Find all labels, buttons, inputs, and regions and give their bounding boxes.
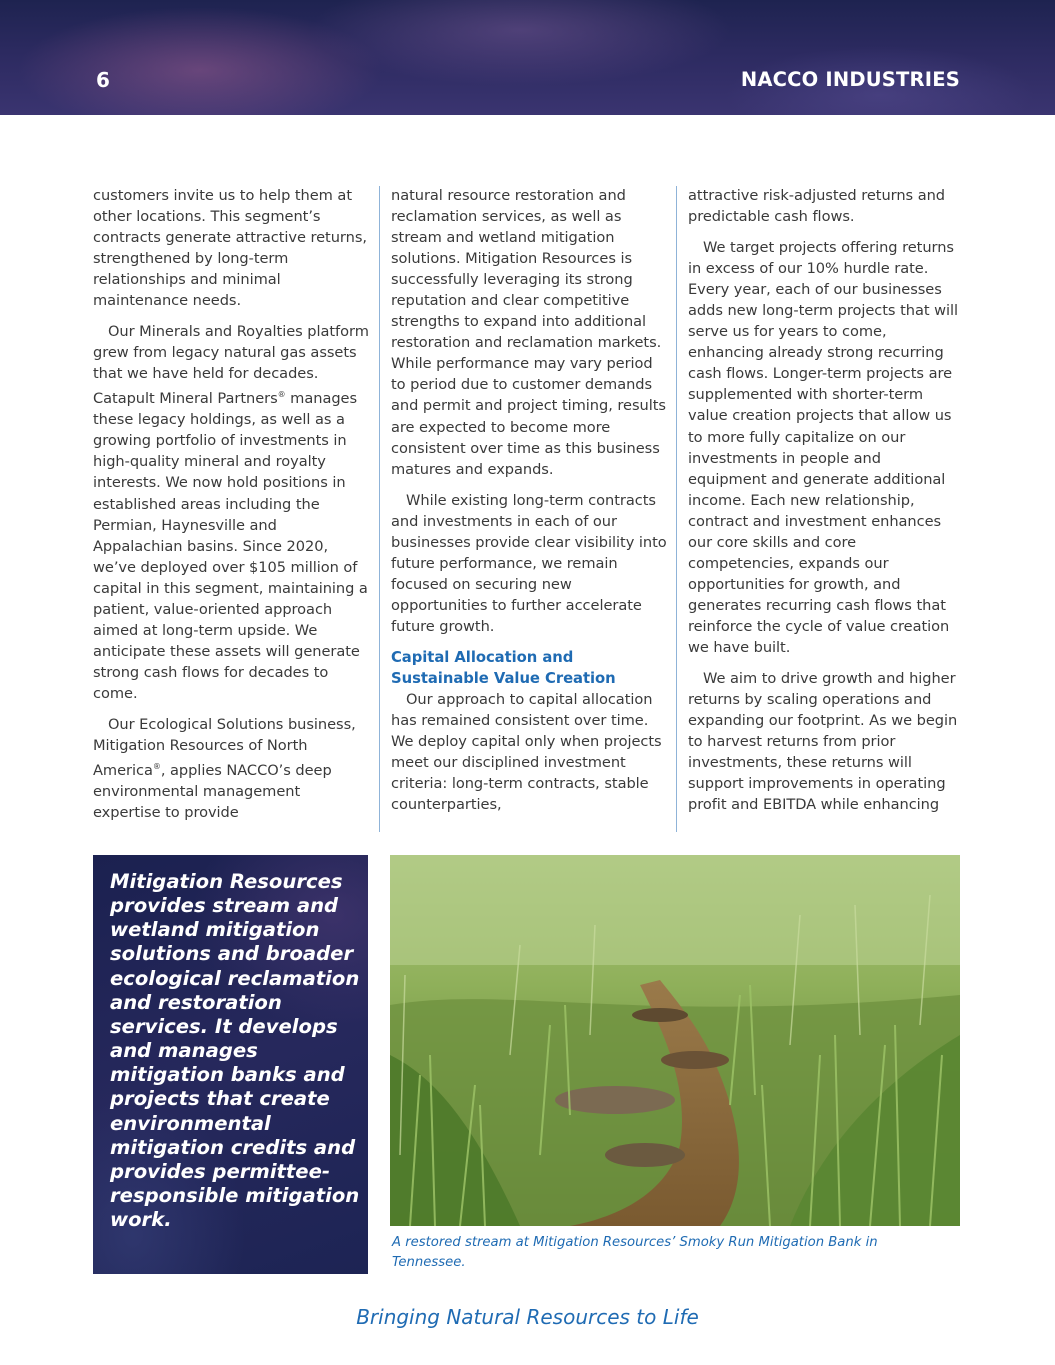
registered-mark: ® bbox=[277, 390, 286, 400]
registered-mark: ® bbox=[152, 762, 161, 772]
paragraph-text: manages these legacy holdings, as well as a growing portfolio of investments in high-quality mineral and royalty interests. We now hold positions in established areas including the Permian, Haynesville and Appalachian basins. Since 2020, we’ve deployed over $105 million of capital in this segment, maintaining a patient, value-oriented approach aimed at long-term upside. We anticipate these assets will generate strong cash flows for decades to come. bbox=[93, 390, 368, 702]
footer-tagline: Bringing Natural Resources to Life bbox=[356, 1305, 699, 1329]
paragraph: We aim to drive growth and higher returns by scaling operations and expanding our footprint. As we begin to harvest returns from prior investments, these returns will support improvements in operating profit and EBITDA while enhancing bbox=[688, 670, 958, 814]
column-divider bbox=[379, 186, 380, 832]
paragraph-text: Our Ecological Solutions business, Mitigation Resources of North America bbox=[93, 715, 356, 779]
callout-text: Mitigation Resources provides stream and wetland mitigation solutions and broader ecological reclamation and restoration services. It develops and manages mitigation banks and projects that create environmental mitigation credits and provides permittee-responsible mitigation work. bbox=[110, 870, 360, 1232]
page-number: 6 bbox=[96, 68, 111, 92]
paragraph-text: Our Minerals and Royalties platform grew from legacy natural gas assets that we have held for decades. Catapult Mineral Partners bbox=[93, 323, 369, 408]
paragraph-text: , applies NACCO’s deep environmental management expertise to provide bbox=[93, 761, 332, 822]
text-column-3 bbox=[688, 185, 964, 837]
paragraph: Our approach to capital allocation has remained consistent over time. We deploy capital only when projects meet our disciplined investment criteria: long-term contracts, stable counterparties, bbox=[391, 691, 662, 814]
page-header-banner bbox=[0, 0, 1055, 115]
paragraph: customers invite us to help them at other locations. This segment’s contracts generate attractive returns, strengthened by long-term relationships and minimal maintenance needs. bbox=[93, 187, 367, 310]
paragraph: natural resource restoration and reclamation services, as well as stream and wetland mitigation solutions. Mitigation Resources is successfully leveraging its strong reputation and clear competitive strengths to expand into additional restoration and reclamation markets. While performance may vary period to period due to customer demands and permit and project timing, results are expected to become more consistent over time as this business matures and expands. bbox=[391, 187, 666, 478]
section-heading: Capital Allocation and Sustainable Value Creation bbox=[391, 648, 616, 688]
paragraph bbox=[93, 321, 369, 704]
paragraph: While existing long-term contracts and investments in each of our businesses provide clear visibility into future performance, we remain focused on securing new opportunities to further accelerate future growth. bbox=[391, 491, 667, 635]
text-column-2 bbox=[391, 185, 667, 837]
paragraph: We target projects offering returns in excess of our 10% hurdle rate. Every year, each of our businesses adds new long-term projects that will serve us for years to come, enhancing already strong recurring cash flows. Longer-term projects are supplemented with shorter-term value creation projects that allow us to more fully capitalize on our investments in people and equipment and generate additional income. Each new relationship, contract and investment enhances our core skills and core competencies, expands our opportunities for growth, and generates recurring cash flows that reinforce the cycle of value creation we have built. bbox=[688, 239, 958, 656]
company-name: NACCO INDUSTRIES bbox=[740, 68, 960, 91]
paragraph bbox=[93, 714, 369, 823]
column-divider bbox=[676, 186, 677, 832]
paragraph: attractive risk-adjusted returns and predictable cash flows. bbox=[688, 187, 945, 226]
stream-photo bbox=[390, 855, 960, 1226]
text-column-1 bbox=[93, 185, 369, 837]
photo-caption: A restored stream at Mitigation Resources’ Smoky Run Mitigation Bank in Tennessee. bbox=[392, 1235, 878, 1270]
callout-box bbox=[93, 855, 368, 1274]
